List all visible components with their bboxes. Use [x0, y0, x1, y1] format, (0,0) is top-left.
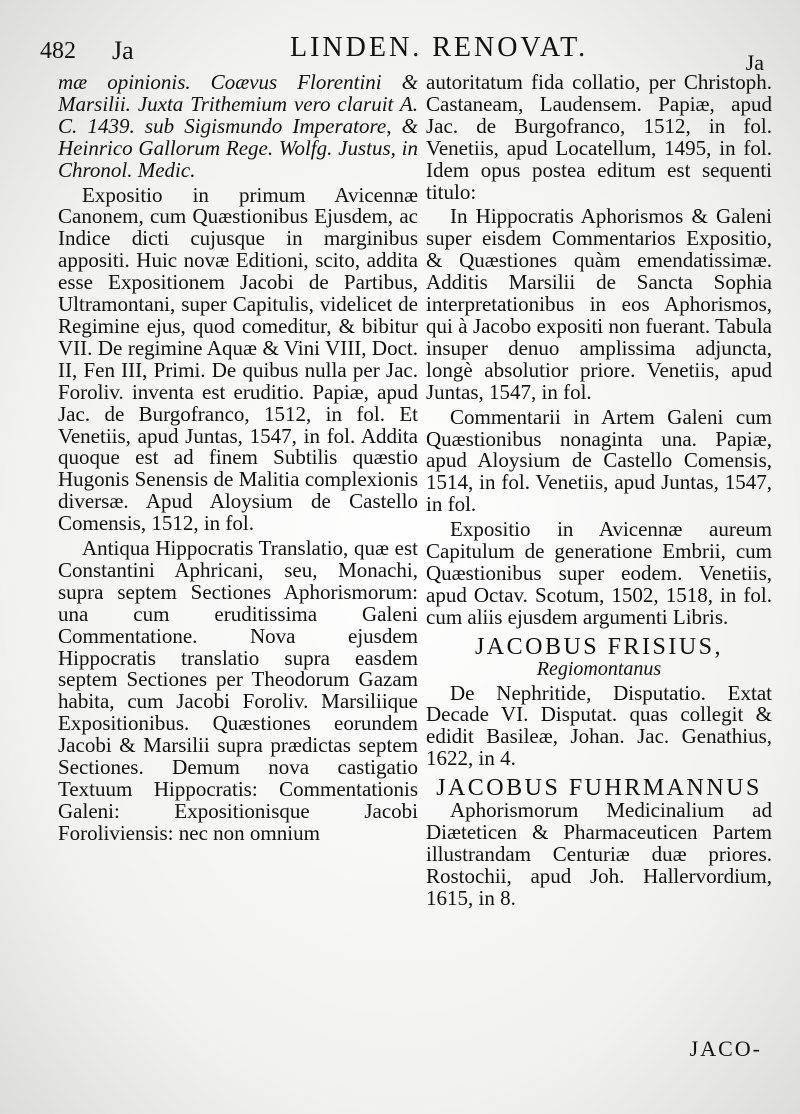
entry-aphorismorum: Aphorismorum Medicinalium ad Diæteticen & Pharmaceuticen Partem illustrandam Centuriæ duæ priores. Rostochii, apud Joh. Hallervordium, 1615, in 8. — [426, 798, 772, 910]
entry-de-nephritide: De Nephritide, Disputatio. Extat Decade VI. Disputat. quas collegit & edidit Basileæ, Johan. Jac. Genathius, 1622, in 4. — [426, 680, 772, 771]
right-column — [426, 72, 772, 913]
header-title: LINDEN. RENOVAT. — [290, 32, 589, 63]
author-subheading-frisius: Regiomontanus — [536, 657, 662, 680]
left-column — [58, 72, 418, 848]
entry-expositio-embrii: Expositio in Avicennæ aureum Capitulum de generatione Embrii, cum Quæstionibus super eodem. Venetiis, apud Octav. Scotum, 1502, 1518, in fol. cum aliis ejusdem argumenti Libris. — [426, 517, 772, 629]
entry-commentarii-galeni: Commentarii in Artem Galeni cum Quæstionibus nonaginta una. Papiæ, apud Aloysium de Castello Comensis, 1514, in fol. Venetiis, apud Juntas, 1547, in fol. — [426, 404, 772, 517]
page-number: 482 — [40, 38, 76, 64]
entry-antiqua-translatio: Antiqua Hippocratis Translatio, quæ est Constantini Aphricani, seu, Monachi, supra septem Sectiones Aphorismorum: una cum eruditissima Galeni Commentatione. Nova ejusdem Hippocratis translatio supra easdem septem Sectiones per Theodorum Gazam habita, cum Jacobi Foroliv. Marsiliique Expositionibus. Quæstiones eorundem Jacobi & Marsilii supra prædictas septem Sectiones. Demum nova castigatio Textuum Hippocratis: Commentationis Galeni: Expositionisque Jacobi Foroliviensis: nec non omnium — [58, 536, 418, 845]
header-right-marker: Ja — [745, 50, 764, 75]
entry-hippocratis-aphorismos: In Hippocratis Aphorismos & Galeni super eisdem Commentarios Expositio, & Quæstiones quàm emendatissimæ. Additis Marsilii de Sancta Sophia interpretationibus in eos Aphorismos, qui à Jacobo expositi non fuerant. Tabula insuper denuo amplissima adjuncta, longè absolutior priore. Venetiis, apud Juntas, 1547, in fol. — [426, 204, 772, 404]
intro-paragraph: mæ opinionis. Coævus Florentini & Marsilii. Juxta Trithemium vero claruit A. C. 1439. sub Sigismundo Imperatore, & Heinrico Gallorum Rege. Wolfg. Justus, in Chronol. Medic. — [58, 70, 418, 182]
author-heading-frisius: JACOBUS FRISIUS, — [474, 633, 724, 660]
author-heading-fuhrmannus: JACOBUS FUHRMANNUS — [436, 775, 762, 802]
continued-paragraph: autoritatum fida collatio, per Christoph. Castaneam, Laudensem. Papiæ, apud Jac. de Burgofranco, 1512, in fol. Venetiis, apud Locatellum, 1495, in fol. Idem opus postea editum est sequenti titulo: — [426, 70, 772, 204]
header-left-marker: Ja — [112, 36, 134, 65]
catchword: JACO- — [689, 1036, 762, 1061]
entry-expositio-avicennae: Expositio in primum Avicennæ Canonem, cum Quæstionibus Ejusdem, ac Indice dicti cujusque in marginibus appositi. Huic novæ Editioni, scito, addita esse Expositionem Jacobi de Partibus, Ultramontani, super Capitulis, videlicet de Regimine ejus, quod comeditur, & bibitur VII. De regimine Aquæ & Vini VIII, Doct. II, Fen III, Primi. De quibus nulla per Jac. Foroliv. inventa est eruditio. Papiæ, apud Jac. de Burgofranco, 1512, in fol. Et Venetiis, apud Juntas, 1547, in fol. Addita quoque est ad finem Subtilis quæstio Hugonis Senensis de Malitia complexionis diversæ. Apud Aloysium de Castello Comensis, 1512, in fol. — [58, 182, 418, 536]
running-header — [40, 30, 770, 75]
